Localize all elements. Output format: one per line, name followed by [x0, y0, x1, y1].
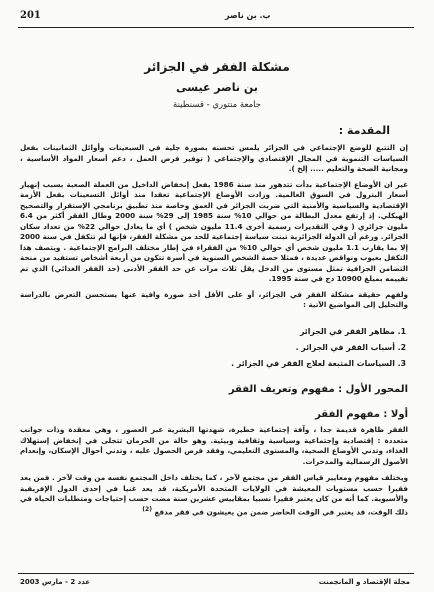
section-heading: المحور الأول : مفهوم وتعريف الفقر	[228, 384, 408, 395]
title-block	[0, 60, 434, 110]
running-footer	[20, 578, 410, 589]
article-author: بن ناصر عيسى	[176, 81, 258, 94]
footer-rule	[18, 573, 414, 574]
section-paragraph-with-note	[20, 473, 408, 517]
article-title: مشكلة الفقر في الجزائر	[144, 60, 290, 74]
intro-paragraph: إن التتبع للوضع الإجتماعي في الجزائر يلمس تحسنه بصورة جلية في السبعينات وأوائل الثمانينات بفعل السياسات التنموية في المجال الإقتصادي والإجتماعي ( توفير فرص العمل ، دعم أسعار المواد الأساسية ، ومجانية الصحة والتعليم ..... إلخ ).	[20, 143, 408, 173]
header-rule	[18, 27, 414, 28]
intro-heading: المقدمة :	[338, 124, 390, 137]
section-paragraph: ويختلف مفهوم ومعايير قياس الفقر من مجتمع لآخر ، كما يختلف داخل المجتمع نفسه من وقت لآخر . فمن يعد فقيرا حسب مستويات المعيشة في الولايات المتحدة الأمريكية، قد يعد غنيا في إحدى الدول الإفريقية والأسيوية. كما أنه من كان يعتبر فقيرا نسبيا بمقاييس عشرين سنة مضت حسب إحتياجات ومتطلبات الحياة في ذلك الوقت، قد يعتبر في الوقت الحاضر ضمن من يعيشون في فقر مدقع	[20, 473, 408, 516]
topic-item: 2. أسباب الفقر في الجزائر .	[295, 343, 406, 352]
journal-name: مجلة الإقتصاد و المانجمنت	[318, 578, 410, 586]
author-affiliation: جامعة منتوري - قسنطينة	[173, 100, 261, 110]
intro-body	[20, 143, 408, 316]
topic-item: 1. مظاهر الفقر في الجزائر	[299, 327, 406, 336]
intro-paragraph: ولفهم حقيقة مشكلة الفقر في الجزائر، أو على الأقل أخذ صورة وافية عنها يستحسن التعرض بالدراسة والتحليل إلى المواضيع الآتية :	[20, 289, 408, 309]
topic-list	[231, 324, 406, 372]
topic-item: 3. السياسات المتبعة لعلاج الفقر في الجزائر .	[231, 359, 406, 368]
section-paragraph: الفقر ظاهرة قديمة جدا ، وآفة إجتماعية خطيرة، شهدتها البشرية عبر العصور ، وهي معقدة وذات جوانب متعددة : إقتصادية وإجتماعية وسياسية وثقافية وبيئية. وهو حالة من الحرمان تتجلى في إنخفاض إستهلاك الغذاء، وتدني الأوضاع الصحية، والمستوى التعليمي، وفقد فرص الحصول عليه ، وتدني أحوال الإسكان، وإنعدام الأصول الرسمالية والمدخرات.	[20, 425, 408, 466]
footnote-reference: (2)	[142, 505, 152, 513]
running-author: ب. بن ناصر	[225, 11, 271, 20]
intro-paragraph: غير ان الأوضاع الإجتماعية بدأت تتدهور منذ سنة 1986 بفعل إنخفاض الداخيل من العملة الصعبة بسبب إنهيار أسعار البترول في السوق العالمية. وزادت الأوضاع الإجتماعية تعقدا منذ أوائل التسعينات بفعل الأزمة الإقتصادية والسياسية والأمنية التي ضربت الجزائر في العمق وخاصة منذ تطبيق برنامجي الإستقرار والتصحيح الهيكلي. إذ إرتفع معدل البطالة من حوالي 10% سنة 1985 إلى 29% سنة 2000 وطال الفقر أكثر من 6.4 مليون جزائري ( وفي التقديرات رسمية أخرى 11.4 مليون شخص ) أي ما يعادل حوالي 22% من تعداد سكان الجزائر. ورغم أن الدولة الجزائرية تبنت سياسة إجتماعية للحد من مشكلة الفقر، فإنها لم تتكفل في سنة 2000 إلا بما يقارب 1.1 مليون شخص أي حوالي 10% من الفقراء في إطار مختلف البرامج الإجتماعية . ويتصف هذا التكفل بعيوب ونواقص عديدة ، فمثلا حصة الشخص السنوية في أسرة تتكون من أربعة أشخاص تستفيد من منحة التضامن الجزافية تمثل مستوى من الدخل يقل ثلاث مرات عن حد الفقر الأدنى (حد الفقر الغذائي) الذي تم تقييمه بمبلغ 10900 دج في سنة 1995.	[20, 179, 409, 283]
section-body	[20, 425, 408, 523]
subsection-heading: أولا : مفهوم الفقر	[315, 409, 408, 420]
issue-info: عدد 2 - مارس 2003	[20, 578, 91, 586]
page-number: 201	[20, 10, 41, 21]
running-header	[20, 10, 412, 24]
